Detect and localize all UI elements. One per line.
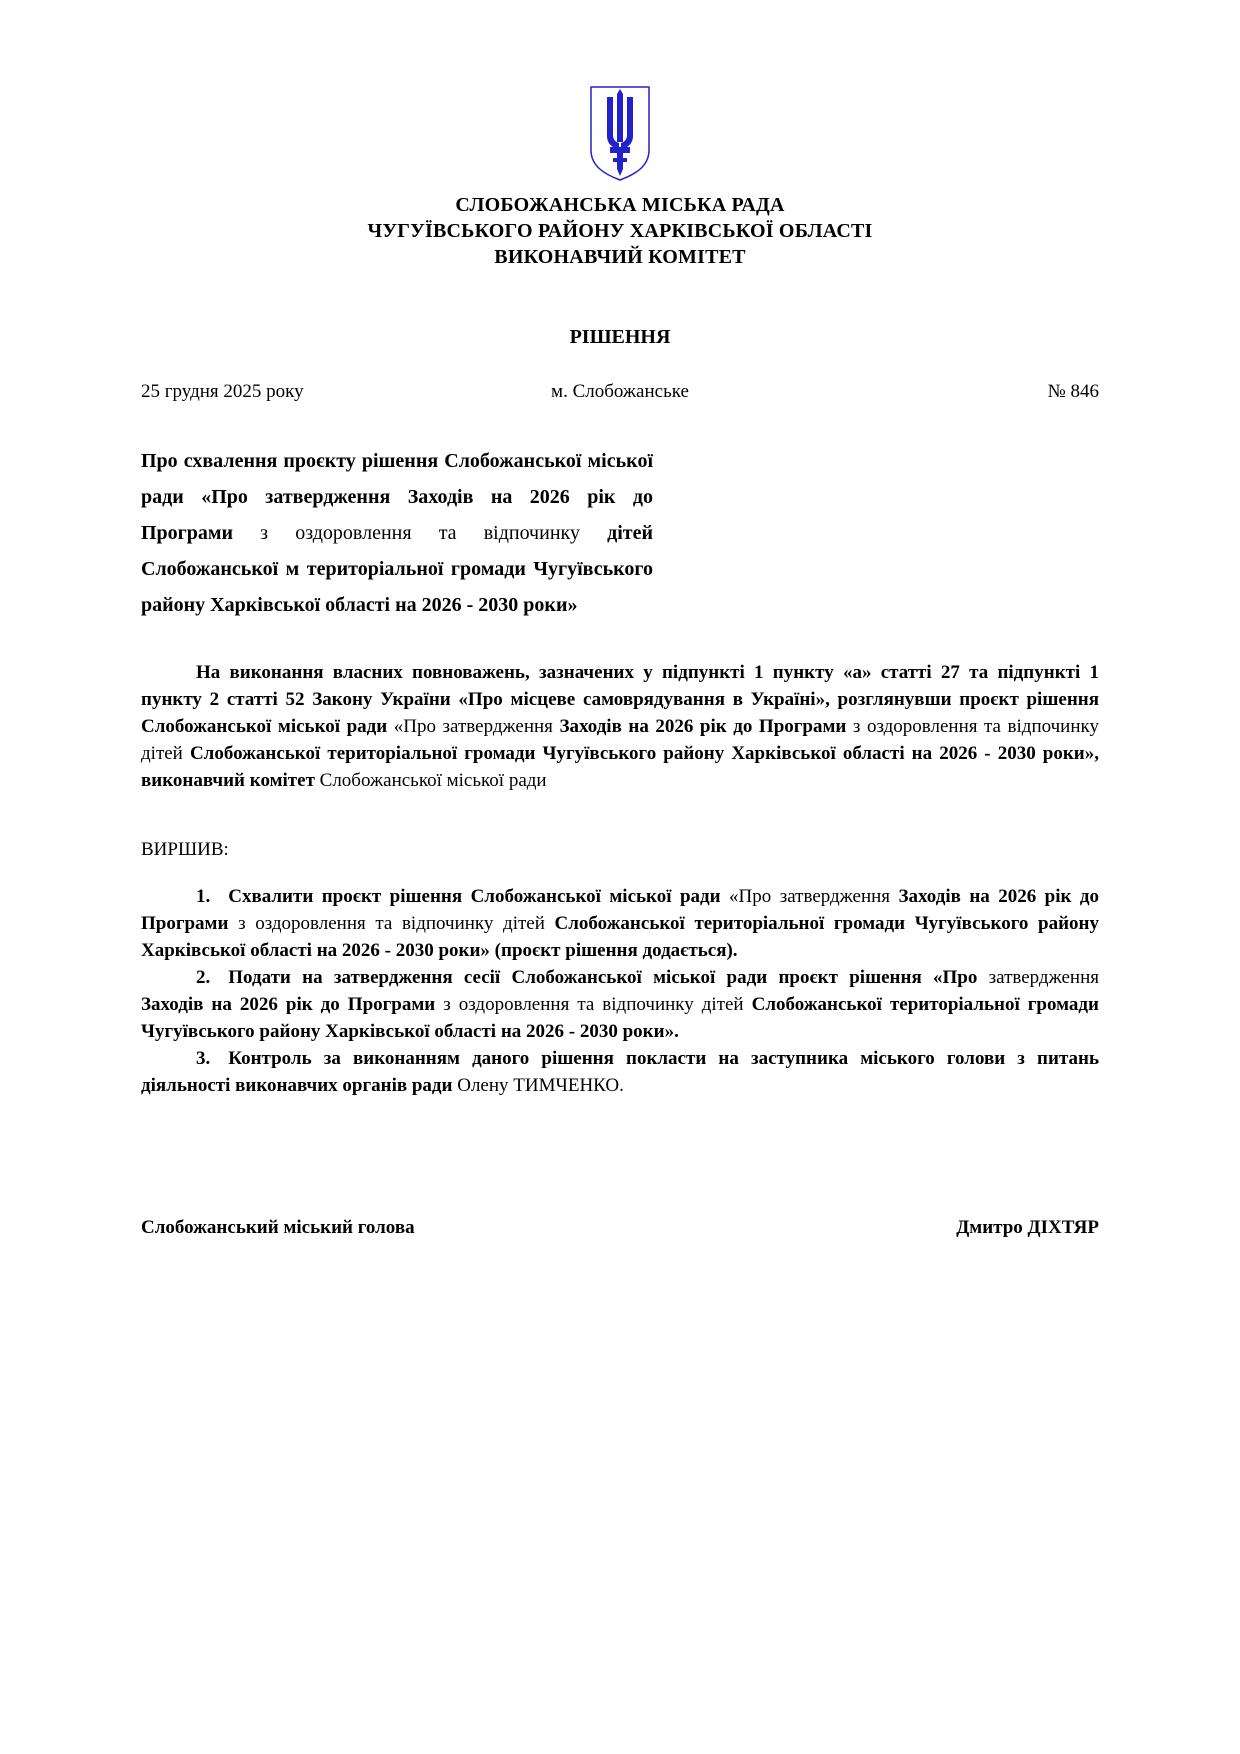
date-place-number-row [141,381,1099,403]
subject-block: Про схвалення проєкту рішення Слобожанської міської ради «Про затвердження Заходів на 2026 рік до Програми з оздоровлення та відпочинку дітей Слобожанської м територіальної громади Чугуївського району Харківської області на 2026 - 2030 роки» [141,450,653,616]
resolution-item-1 [141,883,1099,964]
intro-paragraph: На виконання власних повноважень, зазначених у підпункті 1 пункту «а» статті 27 та підпункті 1 пункту 2 статті 52 Закону України «Про місцеве самоврядування в Україні», розглянувши проєкт рішення Слобожанської міської ради «Про затвердження Заходів на 2026 рік до Програми з оздоровлення та відпочинку дітей Слобожанської територіальної громади Чугуївського району Харківської області на 2026 - 2030 роки», виконавчий комітет Слобожанської міської ради [141,662,1099,791]
ukraine-tryzub-icon [588,86,652,182]
document-place: м. Слобожанське [551,381,689,402]
resolution-item-3 [141,1045,1099,1099]
item-number: 1. [196,886,211,907]
org-committee-line: ВИКОНАВЧИЙ КОМІТЕТ [494,246,746,268]
item-text: Подати на затвердження сесії Слобожанської міської ради проєкт рішення «Про затвердження Заходів на 2026 рік до Програми з оздоровлення та відпочинку дітей Слобожанської територіальної громади Чугуївського району Харківської області на 2026 - 2030 роки». [141,967,1099,1042]
org-district-line: ЧУГУЇВСЬКОГО РАЙОНУ ХАРКІВСЬКОЇ ОБЛАСТІ [367,220,873,242]
emblem-container [141,86,1099,182]
organization-header [141,192,1099,270]
signer-position: Слобожанський міський голова [141,1217,415,1238]
document-type-title: РІШЕННЯ [569,326,671,348]
resolution-item-2 [141,964,1099,1045]
org-name-line: СЛОБОЖАНСЬКА МІСЬКА РАДА [455,194,785,216]
signer-name: Дмитро ДІХТЯР [956,1217,1099,1238]
resolved-label: ВИРШИВ: [141,839,229,860]
document-number: № 846 [1047,381,1099,402]
item-number: 3. [196,1048,211,1069]
item-text: Схвалити проєкт рішення Слобожанської міської ради «Про затвердження Заходів на 2026 рік до Програми з оздоровлення та відпочинку дітей Слобожанської територіальної громади Чугуївського району Харківської області на 2026 - 2030 роки» (проєкт рішення додається). [141,886,1099,961]
document-date: 25 грудня 2025 року [141,381,304,402]
signature-row [141,1217,1099,1239]
item-number: 2. [196,967,211,988]
item-text: Контроль за виконанням даного рішення покласти на заступника міського голови з питань діяльності виконавчих органів ради Олену ТИМЧЕНКО. [141,1048,1099,1096]
